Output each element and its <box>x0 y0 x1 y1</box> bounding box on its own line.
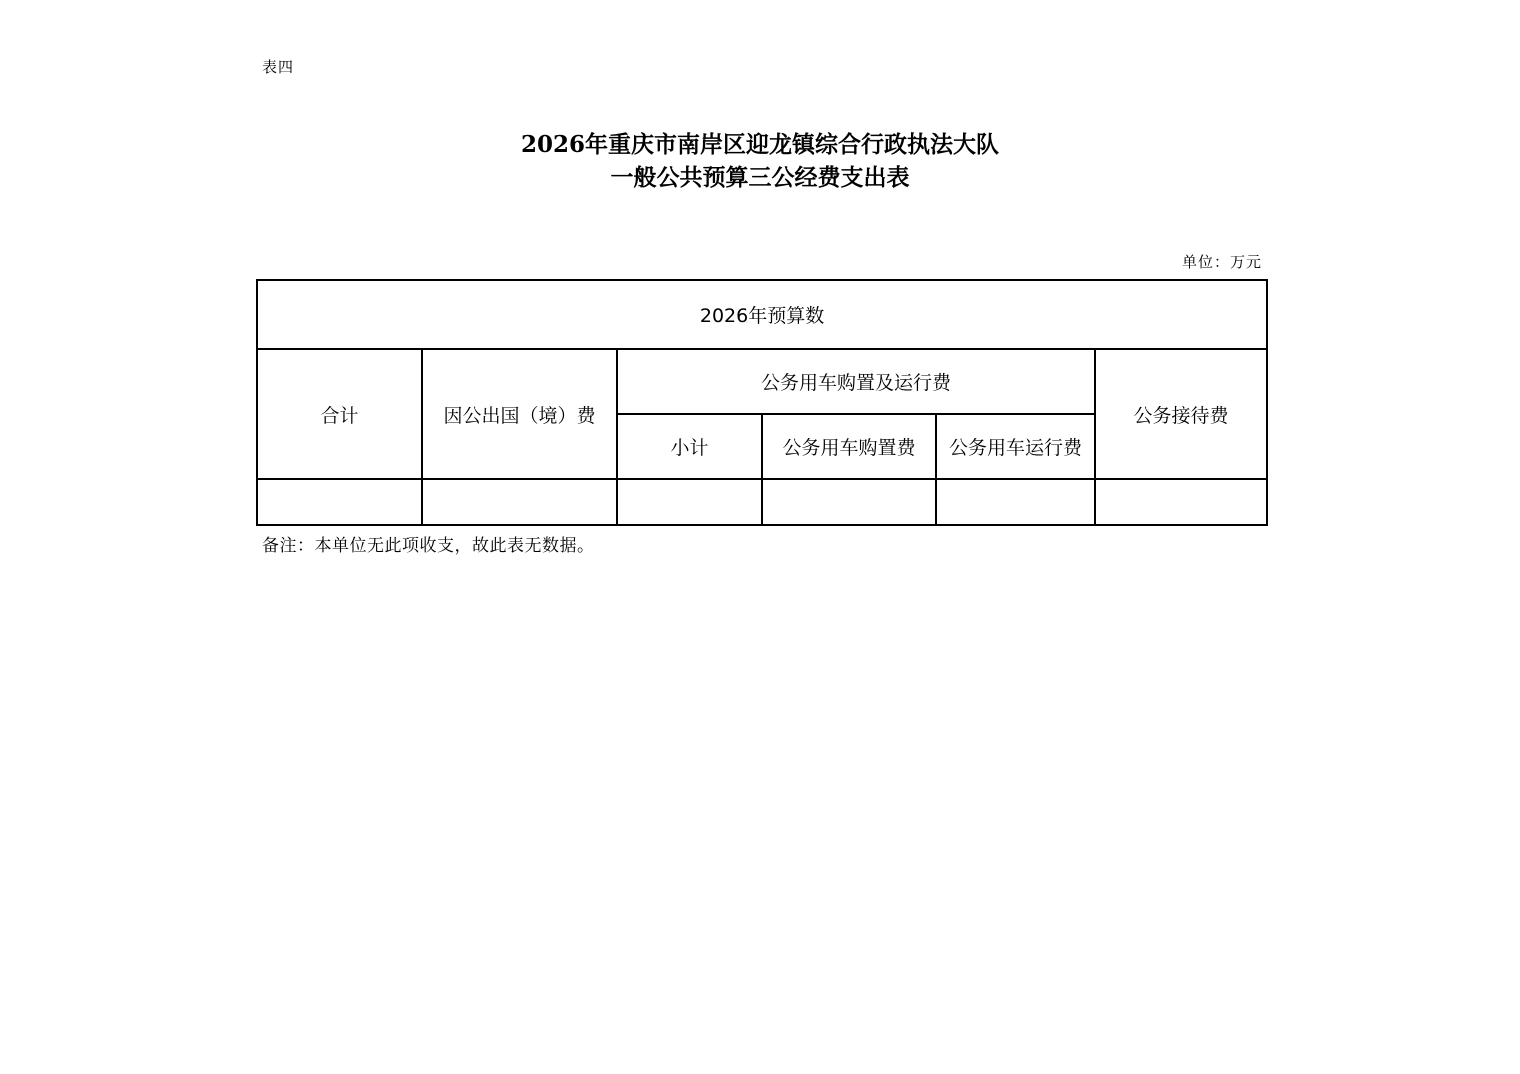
data-cell-vehicle-purchase <box>762 479 936 525</box>
vehicle-operation-header: 公务用车运行费 <box>936 414 1095 479</box>
data-cell-vehicle-operation <box>936 479 1095 525</box>
data-cell-subtotal <box>617 479 762 525</box>
data-cell-total <box>257 479 422 525</box>
subtotal-header: 小计 <box>617 414 762 479</box>
total-header: 合计 <box>257 349 422 479</box>
title-line-1: 2026年重庆市南岸区迎龙镇综合行政执法大队 <box>520 131 999 158</box>
table-number-label: 表四 <box>262 58 295 76</box>
reception-expense-header: 公务接待费 <box>1095 349 1267 479</box>
table-header-row-1 <box>257 349 1267 414</box>
table-row <box>257 479 1267 525</box>
data-cell-reception <box>1095 479 1267 525</box>
vehicle-expense-group-header: 公务用车购置及运行费 <box>617 349 1095 414</box>
table-header-row-year <box>257 280 1267 349</box>
year-budget-header: 2026年预算数 <box>257 280 1267 349</box>
document-title <box>0 128 1520 194</box>
title-line-2: 一般公共预算三公经费支出表 <box>610 164 910 191</box>
data-cell-abroad <box>422 479 617 525</box>
vehicle-purchase-header: 公务用车购置费 <box>762 414 936 479</box>
remark-note: 备注：本单位无此项收支，故此表无数据。 <box>262 536 595 556</box>
expense-table <box>256 279 1268 526</box>
abroad-expense-header: 因公出国（境）费 <box>422 349 617 479</box>
unit-label: 单位：万元 <box>1181 253 1262 271</box>
